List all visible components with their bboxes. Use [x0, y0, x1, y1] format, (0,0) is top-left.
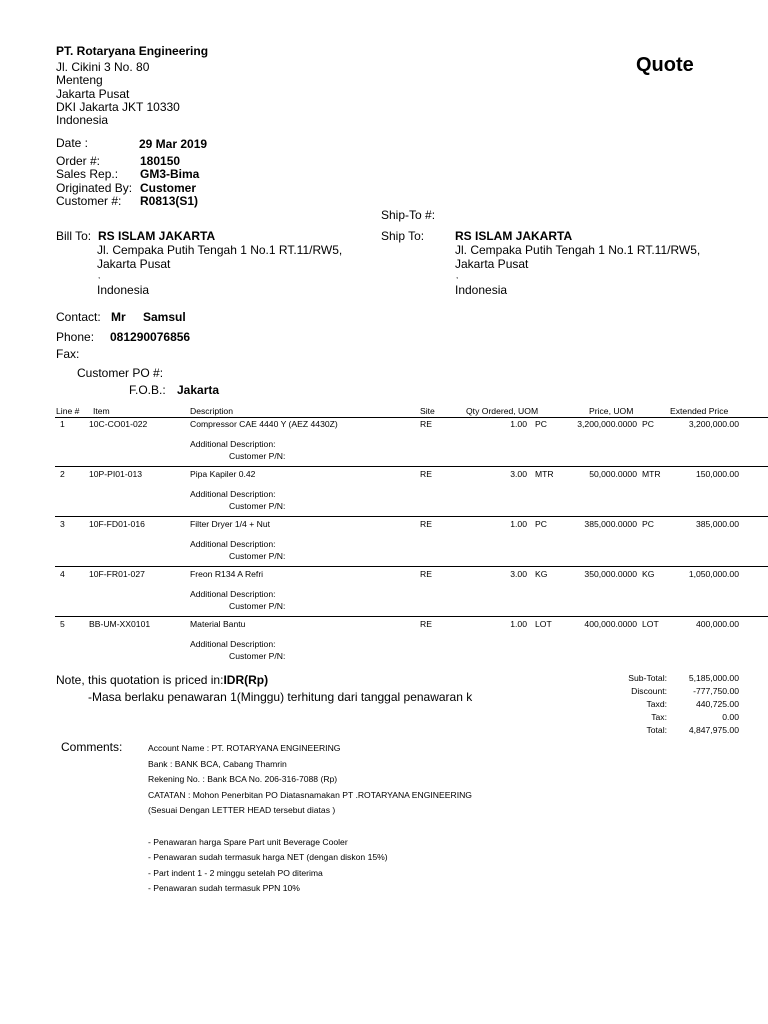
cell-price-uom: LOT — [642, 619, 659, 629]
ship-to-name: RS ISLAM JAKARTA — [455, 229, 573, 243]
customer-pn-label: Customer P/N: — [229, 501, 286, 511]
fax-label: Fax: — [56, 347, 80, 361]
cell-site: RE — [420, 569, 432, 579]
bill-to-line1: Jl. Cempaka Putih Tengah 1 No.1 RT.11/RW5, — [97, 243, 343, 257]
cell-description: Freon R134 A Refri — [190, 569, 264, 579]
cell-site: RE — [420, 469, 432, 479]
address-line: Menteng — [56, 73, 103, 88]
cell-price: 400,000.0000 — [584, 619, 637, 629]
comment-line: CATATAN : Mohon Penerbitan PO Diatasnamakan PT .ROTARYANA ENGINEERING — [148, 789, 472, 800]
cell-extended: 150,000.00 — [695, 469, 739, 479]
cell-price-uom: PC — [642, 519, 654, 529]
contact-name: Samsul — [143, 310, 186, 324]
date-value: 29 Mar 2019 — [139, 137, 208, 151]
ship-to-address — [455, 244, 700, 271]
col-line: Line # — [56, 406, 80, 416]
bill-to-name: RS ISLAM JAKARTA — [98, 229, 216, 243]
tax-value: 0.00 — [722, 712, 739, 722]
col-qty-ordered: Qty Ordered, UOM — [466, 406, 539, 416]
order-label: Order #: — [56, 154, 101, 168]
cell-price: 3,200,000.0000 — [577, 419, 637, 429]
originated-by-label: Originated By: — [56, 180, 133, 195]
cell-item: BB-UM-XX0101 — [89, 619, 151, 629]
ship-to-line1: Jl. Cempaka Putih Tengah 1 No.1 RT.11/RW5, — [455, 243, 701, 257]
comment-line: - Penawaran harga Spare Part unit Beverage Cooler — [148, 836, 348, 847]
comment-line: - Part indent 1 - 2 minggu setelah PO diterima — [148, 867, 323, 878]
bill-to-label: Bill To: — [56, 229, 92, 243]
address-line: Indonesia — [56, 113, 109, 128]
cell-site: RE — [420, 519, 432, 529]
cell-description: Filter Dryer 1/4 + Nut — [190, 519, 270, 529]
col-item: Item — [93, 406, 110, 416]
document-title: Quote — [636, 54, 694, 76]
cell-price: 50,000.0000 — [589, 469, 637, 479]
comment-line: Account Name : PT. ROTARYANA ENGINEERING — [148, 743, 341, 753]
additional-description-label: Additional Description: — [190, 539, 276, 549]
date-label: Date : — [56, 136, 89, 150]
comment-line: Bank : BANK BCA, Cabang Thamrin — [148, 758, 287, 769]
meta-labels — [56, 155, 132, 208]
cell-qty: 1.00 — [510, 519, 527, 529]
cell-uom: KG — [535, 569, 548, 579]
fob-value: Jakarta — [177, 383, 220, 397]
cell-site: RE — [420, 419, 432, 429]
meta-values — [140, 155, 199, 208]
fob-label: F.O.B.: — [129, 383, 166, 397]
subtotal-value: 5,185,000.00 — [688, 673, 739, 683]
additional-description-label: Additional Description: — [190, 489, 276, 499]
row-divider — [55, 466, 768, 467]
cell-site: RE — [420, 619, 432, 629]
taxd-value: 440,725.00 — [695, 699, 739, 709]
company-name: PT. Rotaryana Engineering — [56, 44, 209, 58]
cell-item: 10F-FR01-027 — [89, 569, 145, 579]
ship-to-label: Ship To: — [381, 229, 425, 243]
cell-line: 2 — [60, 469, 65, 479]
col-description: Description — [190, 406, 233, 416]
cell-extended: 1,050,000.00 — [688, 569, 739, 579]
taxd-label: Taxd: — [646, 699, 667, 709]
address-line: Jl. Cikini 3 No. 80 — [56, 60, 150, 74]
comment-line: (Sesuai Dengan LETTER HEAD tersebut diatas ) — [148, 805, 336, 816]
ship-to-country: Indonesia — [455, 283, 508, 297]
cell-price: 385,000.0000 — [584, 519, 637, 529]
customer-po-label: Customer PO #: — [77, 366, 164, 380]
cell-uom: LOT — [535, 619, 552, 629]
originated-by-value: Customer — [140, 180, 197, 195]
tax-label: Tax: — [651, 712, 667, 722]
cell-price-uom: PC — [642, 419, 654, 429]
col-extended-price: Extended Price — [670, 406, 729, 416]
ship-to-comma: , — [456, 271, 459, 280]
cell-price-uom: MTR — [642, 469, 661, 479]
customer-number-label: Customer #: — [56, 193, 122, 208]
cell-item: 10F-FD01-016 — [89, 519, 145, 529]
cell-description: Pipa Kapiler 0.42 — [190, 469, 256, 479]
comment-line: Rekening No. : Bank BCA No. 206-316-7088 (Rp) — [148, 774, 338, 785]
cell-extended: 400,000.00 — [695, 619, 739, 629]
customer-number-value: R0813(S1) — [140, 193, 199, 208]
cell-qty: 3.00 — [510, 569, 527, 579]
bill-to-comma: , — [98, 271, 101, 280]
row-divider — [55, 516, 768, 517]
cell-qty: 1.00 — [510, 619, 527, 629]
cell-price-uom: KG — [642, 569, 655, 579]
cell-uom: PC — [535, 419, 547, 429]
cell-line: 3 — [60, 519, 65, 529]
row-divider — [55, 566, 768, 567]
sales-rep-label: Sales Rep.: — [56, 167, 119, 182]
cell-uom: MTR — [535, 469, 554, 479]
contact-label: Contact: — [56, 310, 101, 324]
discount-value: -777,750.00 — [693, 686, 739, 696]
col-price: Price, UOM — [589, 406, 634, 416]
ship-to-number-label: Ship-To #: — [381, 208, 436, 222]
cell-line: 1 — [60, 419, 65, 429]
cell-description: Material Bantu — [190, 619, 246, 629]
sales-rep-value: GM3-Bima — [140, 167, 200, 182]
note-label: Note, this quotation is priced in: — [56, 673, 224, 687]
cell-item: 10C-CO01-022 — [89, 419, 148, 429]
additional-description-label: Additional Description: — [190, 639, 276, 649]
cell-qty: 1.00 — [510, 419, 527, 429]
contact-title: Mr — [111, 310, 126, 324]
comment-line: - Penawaran sudah termasuk PPN 10% — [148, 883, 300, 894]
customer-pn-label: Customer P/N: — [229, 451, 286, 461]
col-site: Site — [420, 406, 435, 416]
phone-value: 081290076856 — [110, 330, 191, 344]
bill-to-address — [97, 244, 342, 271]
address-line: Jakarta Pusat — [56, 86, 130, 101]
note-text — [56, 673, 268, 687]
cell-uom: PC — [535, 519, 547, 529]
total-value: 4,847,975.00 — [688, 725, 739, 735]
phone-label: Phone: — [56, 330, 95, 344]
company-address — [56, 61, 180, 127]
cell-line: 4 — [60, 569, 65, 579]
cell-extended: 385,000.00 — [695, 519, 739, 529]
subtotal-label: Sub-Total: — [628, 673, 667, 683]
comments-label: Comments: — [61, 740, 123, 754]
validity-note: -Masa berlaku penawaran 1(Minggu) terhitung dari tanggal penawaran k — [88, 690, 473, 704]
comments-body — [148, 741, 472, 897]
cell-extended: 3,200,000.00 — [688, 419, 739, 429]
header-divider — [55, 417, 768, 418]
comment-line — [148, 819, 472, 835]
cell-qty: 3.00 — [510, 469, 527, 479]
total-label: Total: — [646, 725, 667, 735]
row-divider — [55, 616, 768, 617]
address-line: DKI Jakarta JKT 10330 — [56, 99, 180, 114]
bill-to-country: Indonesia — [97, 283, 150, 297]
currency: IDR(Rp) — [223, 673, 269, 687]
order-value: 180150 — [140, 154, 181, 168]
cell-description: Compressor CAE 4440 Y (AEZ 4430Z) — [190, 419, 338, 429]
customer-pn-label: Customer P/N: — [229, 651, 286, 661]
additional-description-label: Additional Description: — [190, 589, 276, 599]
customer-pn-label: Customer P/N: — [229, 551, 286, 561]
additional-description-label: Additional Description: — [190, 439, 276, 449]
customer-pn-label: Customer P/N: — [229, 601, 286, 611]
cell-line: 5 — [60, 619, 65, 629]
bill-to-line2: Jakarta Pusat — [97, 256, 171, 271]
discount-label: Discount: — [631, 686, 667, 696]
cell-price: 350,000.0000 — [584, 569, 637, 579]
cell-item: 10P-PI01-013 — [89, 469, 143, 479]
ship-to-line2: Jakarta Pusat — [455, 256, 529, 271]
comment-line: - Penawaran sudah termasuk harga NET (dengan diskon 15%) — [148, 852, 388, 863]
